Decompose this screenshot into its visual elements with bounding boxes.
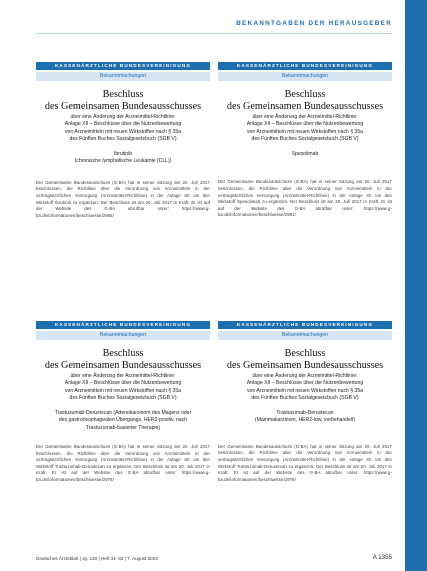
card-title bbox=[36, 348, 210, 371]
lead-line: von Arzneimitteln mit neuen Wirkstoffen nach § 35a bbox=[247, 128, 363, 135]
title-line: Beschluss bbox=[284, 89, 326, 100]
card-title bbox=[218, 89, 392, 112]
drug-line: Spesolimab bbox=[291, 151, 319, 158]
card-body: Der Gemeinsame Bundesausschuss (G-BA) hat in seiner Sitzung am 20. Juli 2017 beschlossen, die Richtlinie über die Verordnung von Arzneimitteln in der vertragsärztlichen Versorgung (Arzneimittel-Richtlinie) in der Anlage XII um den Wirkstoff Ibrutinib zu ergänzen. Der Beschluss ist am 20. Juli 2017 in Kraft. Er ist auf der Website des G-BA abrufbar unter: https://www.g-ba.de/informationen/beschluesse/2986/ bbox=[36, 179, 210, 218]
page-number: A 1355 bbox=[372, 554, 392, 561]
lead-line: des Fünften Buches Sozialgesetzbuch (SGB V) bbox=[69, 135, 177, 142]
card-title bbox=[36, 89, 210, 112]
announcement-card bbox=[218, 62, 392, 219]
journal-footer: Deutsches Ärzteblatt | Jg. 120 | Heft 31–32 | 7. August 2023 bbox=[36, 556, 158, 561]
title-line: Beschluss bbox=[102, 348, 144, 359]
lead-line: des Fünften Buches Sozialgesetzbuch (SGB V) bbox=[251, 135, 359, 142]
drug-name bbox=[218, 151, 392, 158]
card-lead bbox=[218, 114, 392, 143]
title-line: Beschluss bbox=[284, 348, 326, 359]
drug-line: Trastuzumab-Deruxtecan bbox=[276, 410, 334, 417]
side-color-bar bbox=[405, 0, 427, 571]
organization-band: KASSENÄRZTLICHE BUNDESVEREINIGUNG bbox=[36, 321, 210, 329]
category-band: Bekanntmachungen bbox=[36, 331, 210, 340]
header-divider bbox=[36, 33, 392, 34]
category-band: Bekanntmachungen bbox=[218, 331, 392, 340]
card-lead bbox=[36, 373, 210, 402]
drug-line: (Mammakarzinom, HER2-low, vorbehandelt) bbox=[254, 417, 356, 424]
card-body: Der Gemeinsame Bundesausschuss (G-BA) hat in seiner Sitzung am 20. Juli 2017 beschlossen, die Richtlinie über die Verordnung von Arzneimitteln in der vertragsärztlichen Versorgung (Arzneimittel-Richtlinie) in der Anlage XII um den Wirkstoff Trastuzumab-Deruxtecan zu ergänzen. Der Beschluss ist am 20. Juli 2017 in Kraft. Er ist auf der Website des G-BA abrufbar unter: https://www.g-ba.de/informationen/beschluesse/2978/ bbox=[36, 444, 210, 483]
title-line: des Gemeinsamen Bundesausschusses bbox=[226, 359, 384, 371]
lead-line: Anlage XII – Beschlüsse über die Nutzenbewertung bbox=[246, 121, 364, 128]
lead-line: über eine Änderung der Arzneimittel-Richtlinie: bbox=[70, 114, 176, 120]
title-line: des Gemeinsamen Bundesausschusses bbox=[226, 100, 384, 112]
lead-line: von Arzneimitteln mit neuen Wirkstoffen nach § 35a bbox=[247, 387, 363, 394]
lead-line: des Fünften Buches Sozialgesetzbuch (SGB V) bbox=[69, 394, 177, 401]
lead-line: Anlage XII – Beschlüsse über die Nutzenbewertung bbox=[246, 380, 364, 387]
organization-band: KASSENÄRZTLICHE BUNDESVEREINIGUNG bbox=[218, 62, 392, 70]
lead-line: über eine Änderung der Arzneimittel-Richtlinie: bbox=[70, 373, 176, 379]
title-line: Beschluss bbox=[102, 89, 144, 100]
lead-line: des Fünften Buches Sozialgesetzbuch (SGB V) bbox=[251, 394, 359, 401]
drug-name bbox=[36, 151, 210, 166]
title-line: des Gemeinsamen Bundesausschusses bbox=[44, 359, 202, 371]
drug-line: (chronische lymphatische Leukämie (CLL)) bbox=[74, 158, 172, 165]
lead-line: Anlage XII – Beschlüsse über die Nutzenbewertung bbox=[64, 121, 182, 128]
drug-name bbox=[218, 410, 392, 425]
organization-band: KASSENÄRZTLICHE BUNDESVEREINIGUNG bbox=[36, 62, 210, 70]
drug-line: Trastuzumab-basierter Therapie) bbox=[85, 424, 161, 431]
drug-name bbox=[36, 410, 210, 432]
lead-line: Anlage XII – Beschlüsse über die Nutzenbewertung bbox=[64, 380, 182, 387]
announcement-card bbox=[36, 62, 210, 219]
announcement-card bbox=[36, 321, 210, 484]
lead-line: von Arzneimitteln mit neuen Wirkstoffen nach § 35a bbox=[65, 387, 181, 394]
drug-line: Ibrutinib bbox=[113, 151, 133, 158]
drug-line: des gastroösophagealen Übergangs, HER2-positiv, nach bbox=[58, 417, 188, 424]
card-body: Der Gemeinsame Bundesausschuss (G-BA) hat in seiner Sitzung am 20. Juli 2017 beschlossen, die Richtlinie über die Verordnung von Arzneimitteln in der vertragsärztlichen Versorgung (Arzneimittel-Richtlinie) in der Anlage XII um den Wirkstoff Spesolimab zu ergänzen. Der Beschluss ist am 20. Juli 2017 in Kraft. Er ist auf der Website des G-BA abrufbar unter: https://www.g-ba.de/informationen/beschluesse/2991/ bbox=[218, 179, 392, 218]
card-body: Der Gemeinsame Bundesausschuss (G-BA) hat in seiner Sitzung am 20. Juli 2017 beschlossen, die Richtlinie über die Verordnung von Arzneimitteln in der vertragsärztlichen Versorgung (Arzneimittel-Richtlinie) in der Anlage XII um den Wirkstoff Trastuzumab-Deruxtecan zu ergänzen. Der Beschluss ist am 20. Juli 2017 in Kraft. Er ist auf der Website des G-BA abrufbar unter: https://www.g-ba.de/informationen/beschluesse/2979/ bbox=[218, 443, 392, 482]
drug-line: Trastuzumab-Deruxtecan (Adenokarzinom des Magens oder bbox=[54, 410, 192, 417]
category-band: Bekanntmachungen bbox=[218, 72, 392, 81]
lead-line: von Arzneimitteln mit neuen Wirkstoffen nach § 35a bbox=[65, 128, 181, 135]
announcement-card bbox=[218, 321, 392, 483]
organization-band: KASSENÄRZTLICHE BUNDESVEREINIGUNG bbox=[218, 321, 392, 329]
lead-line: über eine Änderung der Arzneimittel-Richtlinie: bbox=[252, 114, 358, 120]
section-header: BEKANNTGABEN DER HERAUSGEBER bbox=[236, 20, 392, 27]
lead-line: über eine Änderung der Arzneimittel-Richtlinie: bbox=[252, 373, 358, 379]
card-lead bbox=[36, 114, 210, 143]
card-title bbox=[218, 348, 392, 371]
title-line: des Gemeinsamen Bundesausschusses bbox=[44, 100, 202, 112]
category-band: Bekanntmachungen bbox=[36, 72, 210, 81]
card-lead bbox=[218, 373, 392, 402]
